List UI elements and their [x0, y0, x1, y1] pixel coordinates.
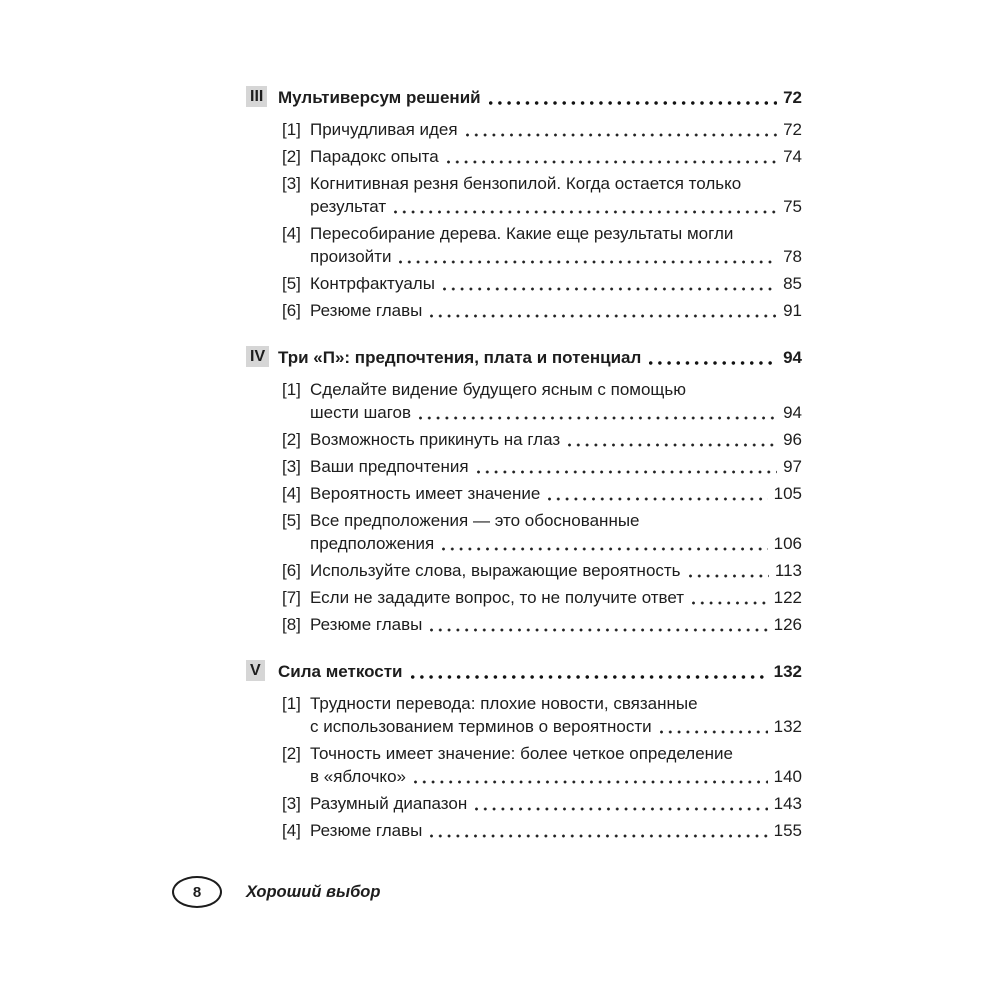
dot-leader — [466, 133, 777, 137]
toc-entry — [246, 613, 802, 636]
page-footer — [172, 876, 380, 908]
dot-leader — [399, 260, 777, 264]
entry-page-number: 105 — [773, 484, 802, 503]
entry-marker: [3] — [282, 457, 301, 476]
entry-page-number: 72 — [783, 120, 802, 139]
entry-page-number: 132 — [773, 717, 802, 736]
page-number-badge — [172, 876, 222, 908]
toc-section — [246, 660, 802, 842]
entry-text-continuation: шести шагов — [310, 403, 412, 422]
chapter-heading — [246, 346, 802, 369]
entry-marker: [4] — [282, 484, 301, 503]
entry-page-number: 113 — [774, 561, 802, 580]
entry-marker: [2] — [282, 147, 301, 166]
dot-leader — [442, 547, 767, 551]
entry-text: Точность имеет значение: более четкое определение — [310, 744, 733, 763]
entry-page-number: 140 — [773, 767, 802, 786]
dot-leader — [394, 210, 777, 214]
chapter-page-number: 94 — [783, 348, 802, 367]
dot-leader — [649, 361, 777, 365]
chapter-numeral: III — [246, 86, 267, 107]
chapter-heading — [246, 660, 802, 683]
entry-page-number: 155 — [773, 821, 802, 840]
entry-marker: [5] — [282, 511, 301, 530]
dot-leader — [430, 628, 767, 632]
entry-text: Разумный диапазон — [310, 794, 468, 813]
chapter-numeral-column — [246, 660, 278, 683]
dot-leader — [548, 497, 767, 501]
toc-entry — [246, 692, 802, 738]
chapter-title: Мультиверсум решений — [278, 88, 481, 107]
entry-marker: [6] — [282, 561, 301, 580]
toc-entry — [246, 586, 802, 609]
entry-marker: [3] — [282, 794, 301, 813]
entry-page-number: 78 — [783, 247, 802, 266]
dot-leader — [430, 314, 777, 318]
page-number: 8 — [192, 883, 202, 901]
book-title: Хороший выбор — [246, 882, 381, 901]
dot-leader — [477, 470, 777, 474]
toc-entry — [246, 482, 802, 505]
entry-marker: [5] — [282, 274, 301, 293]
entry-page-number: 94 — [783, 403, 802, 422]
dot-leader — [660, 730, 768, 734]
toc-entry — [246, 559, 802, 582]
entry-marker: [3] — [282, 174, 301, 193]
toc-entry — [246, 299, 802, 322]
entry-page-number: 126 — [773, 615, 802, 634]
toc-entry — [246, 272, 802, 295]
chapter-numeral-column — [246, 346, 278, 369]
entry-text: Парадокс опыта — [310, 147, 439, 166]
entry-marker: [8] — [282, 615, 301, 634]
entry-text-continuation: произойти — [310, 247, 392, 266]
chapter-title: Три «П»: предпочтения, плата и потенциал — [278, 348, 642, 367]
toc-entry — [246, 509, 802, 555]
toc-entry — [246, 118, 802, 141]
chapter-numeral-column — [246, 86, 278, 109]
entry-text: Трудности перевода: плохие новости, связанные — [310, 694, 698, 713]
entry-page-number: 143 — [773, 794, 802, 813]
toc-entry — [246, 145, 802, 168]
toc-entry — [246, 428, 802, 451]
entry-page-number: 91 — [783, 301, 802, 320]
entry-text: Все предположения — это обоснованные — [310, 511, 640, 530]
toc-entry — [246, 455, 802, 478]
toc-entry — [246, 742, 802, 788]
chapter-heading — [246, 86, 802, 109]
entry-marker: [6] — [282, 301, 301, 320]
chapter-numeral: IV — [246, 346, 269, 367]
dot-leader — [419, 416, 777, 420]
entry-text: Сделайте видение будущего ясным с помощью — [310, 380, 687, 399]
chapter-page-number: 132 — [773, 662, 802, 681]
entry-text: Когнитивная резня бензопилой. Когда остается только — [310, 174, 742, 193]
entry-text: Резюме главы — [310, 615, 423, 634]
entry-text: Если не зададите вопрос, то не получите ответ — [310, 588, 685, 607]
entry-marker: [1] — [282, 120, 301, 139]
dot-leader — [568, 443, 777, 447]
entry-text-continuation: предположения — [310, 534, 435, 553]
entry-page-number: 96 — [783, 430, 802, 449]
table-of-contents — [246, 86, 802, 846]
entry-marker: [1] — [282, 380, 301, 399]
entry-page-number: 74 — [783, 147, 802, 166]
entry-text: Резюме главы — [310, 301, 423, 320]
entry-page-number: 85 — [783, 274, 802, 293]
entry-text-continuation: результат — [310, 197, 387, 216]
toc-entry — [246, 378, 802, 424]
dot-leader — [489, 101, 777, 105]
entry-page-number: 122 — [773, 588, 802, 607]
dot-leader — [689, 574, 769, 578]
toc-entry — [246, 222, 802, 268]
toc-section — [246, 86, 802, 322]
toc-section — [246, 346, 802, 636]
dot-leader — [414, 780, 768, 784]
entry-text: Пересобирание дерева. Какие еще результаты могли — [310, 224, 734, 243]
entry-text: Ваши предпочтения — [310, 457, 469, 476]
entry-marker: [4] — [282, 821, 301, 840]
entry-marker: [2] — [282, 430, 301, 449]
entry-text: Резюме главы — [310, 821, 423, 840]
dot-leader — [447, 160, 777, 164]
toc-entry — [246, 819, 802, 842]
entry-marker: [1] — [282, 694, 301, 713]
toc-entry — [246, 172, 802, 218]
entry-marker: [4] — [282, 224, 301, 243]
entry-page-number: 97 — [783, 457, 802, 476]
dot-leader — [411, 675, 768, 679]
entry-marker: [7] — [282, 588, 301, 607]
entry-text: Контрфактуалы — [310, 274, 435, 293]
dot-leader — [443, 287, 777, 291]
dot-leader — [692, 601, 768, 605]
entry-page-number: 75 — [783, 197, 802, 216]
entry-text: Вероятность имеет значение — [310, 484, 541, 503]
dot-leader — [430, 834, 767, 838]
entry-page-number: 106 — [773, 534, 802, 553]
entry-text-continuation: с использованием терминов о вероятности — [310, 717, 652, 736]
chapter-page-number: 72 — [783, 88, 802, 107]
entry-text: Используйте слова, выражающие вероятность — [310, 561, 681, 580]
entry-text-continuation: в «яблочко» — [310, 767, 406, 786]
chapter-title: Сила меткости — [278, 662, 403, 681]
entry-marker: [2] — [282, 744, 301, 763]
entry-text: Причудливая идея — [310, 120, 458, 139]
chapter-numeral: V — [246, 660, 265, 681]
toc-entry — [246, 792, 802, 815]
dot-leader — [475, 807, 767, 811]
entry-text: Возможность прикинуть на глаз — [310, 430, 561, 449]
